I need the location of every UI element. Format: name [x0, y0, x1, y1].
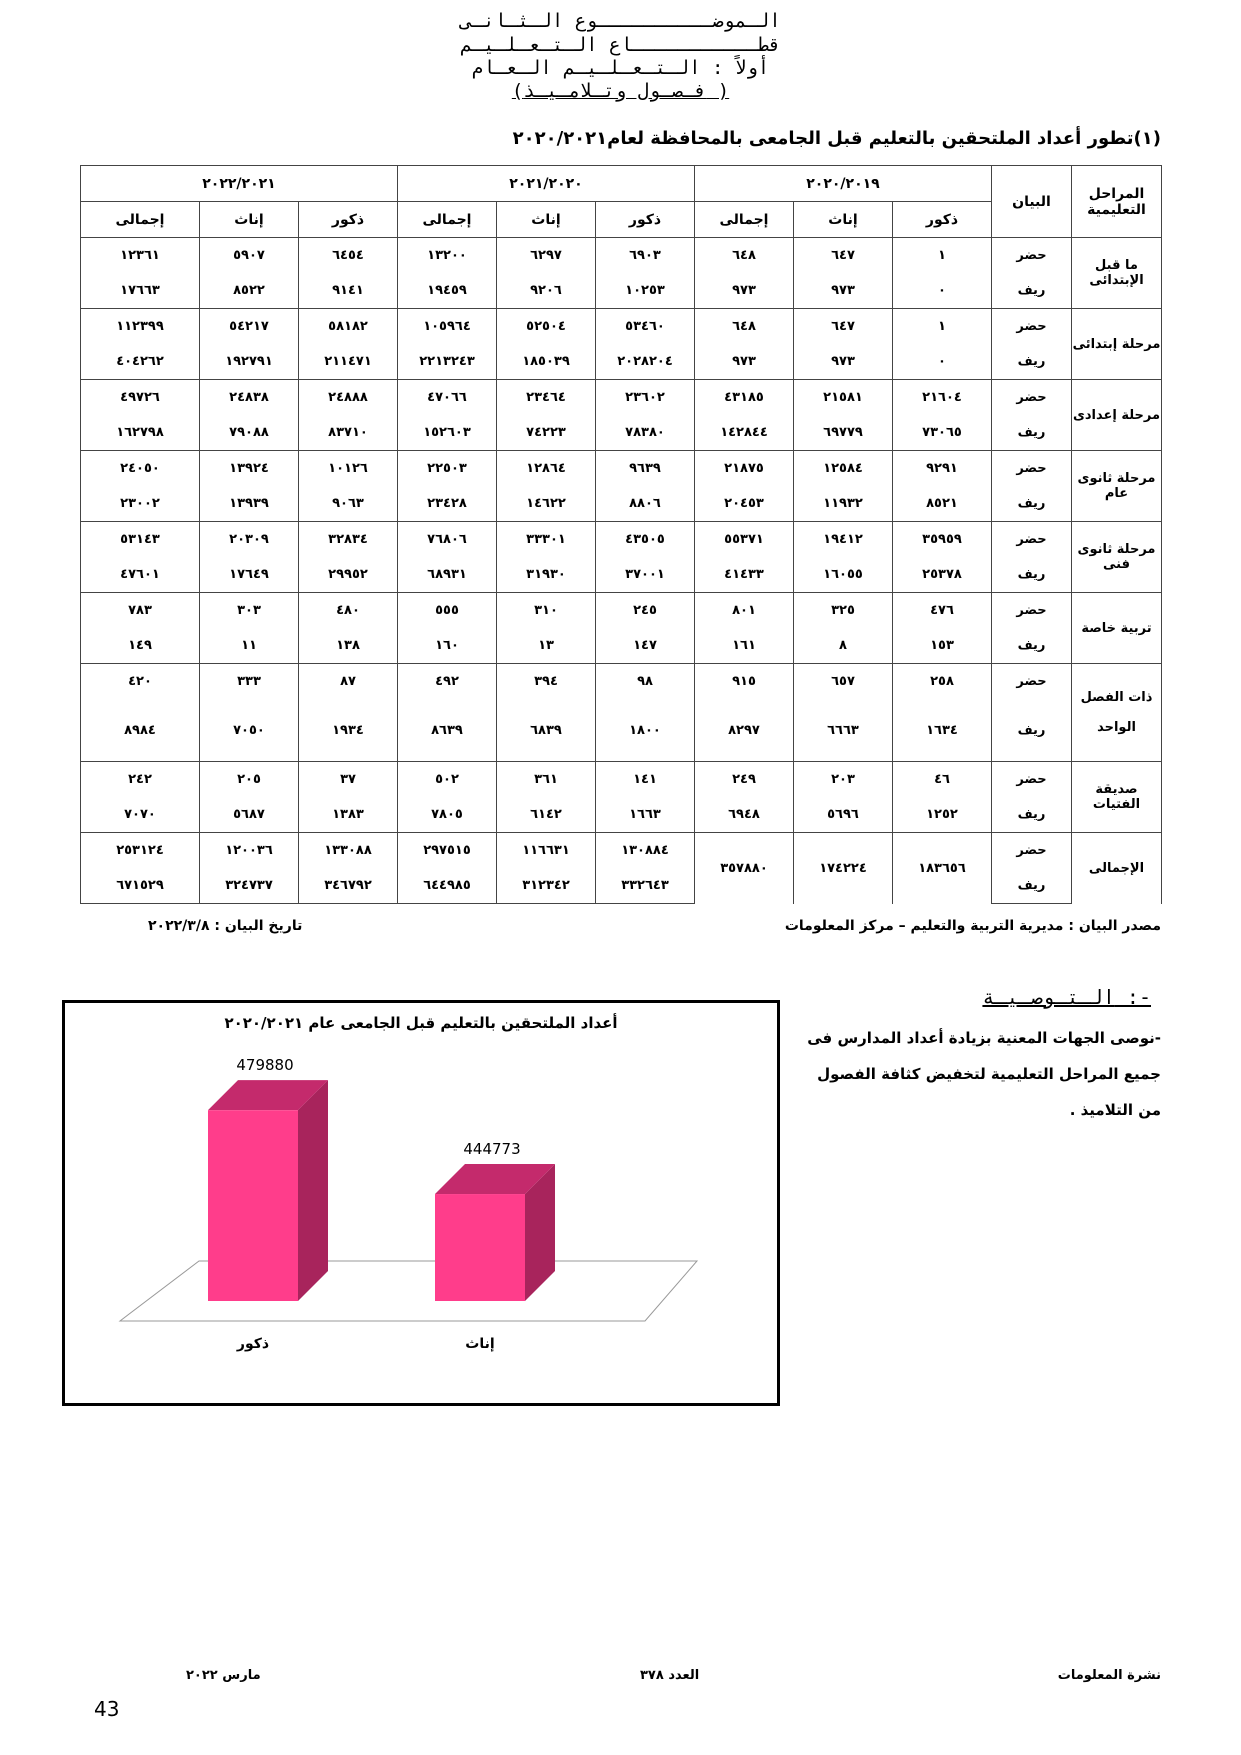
- table-cell: ٨٩٨٤: [81, 699, 200, 762]
- table-row: [81, 380, 1162, 416]
- category-label: ذكور: [236, 1336, 270, 1352]
- table-cell: ١٢٨٦٤: [497, 451, 596, 487]
- table-cell: ١٦٠: [398, 628, 497, 664]
- table-cell: ٦٨٩٣١: [398, 557, 497, 593]
- table-cell: ١٦٠٥٥: [794, 557, 893, 593]
- table-cell: ٤٨٠: [299, 593, 398, 629]
- table-cell: ٢١٦٠٤: [893, 380, 992, 416]
- table-cell: ١٢٥٨٤: [794, 451, 893, 487]
- table-cell: ١٧٦٦٣: [81, 273, 200, 309]
- table-cell: ٣٦١: [497, 762, 596, 798]
- table-cell: ٩٧٣: [794, 273, 893, 309]
- table-cell: ٦٩٤٨: [695, 797, 794, 833]
- table-cell: ٦١٤٢: [497, 797, 596, 833]
- table-cell: ٧٠٧٠: [81, 797, 200, 833]
- table-cell: ١٩٤١٢: [794, 522, 893, 558]
- table-cell: ١٣٨٣: [299, 797, 398, 833]
- table-cell: ٠: [893, 344, 992, 380]
- table-cell: ٤٩٧٢٦: [81, 380, 200, 416]
- stage-label: ما قبل الإبتدائى: [1072, 238, 1162, 309]
- table-row: [81, 451, 1162, 487]
- table-cell: ٧٨٠٥: [398, 797, 497, 833]
- table-cell: ٣٢٥: [794, 593, 893, 629]
- stage-label: ذات الفصل الواحد: [1072, 664, 1162, 762]
- page-number: 43: [94, 1697, 120, 1721]
- table-cell: ٤٩٢: [398, 664, 497, 700]
- total-cell: ١٧٤٢٢٤: [794, 833, 893, 904]
- sub-header: إجمالى: [695, 202, 794, 238]
- table-cell: ٣١٩٣٠: [497, 557, 596, 593]
- table-cell: ١٣٠٨٨٤: [596, 833, 695, 869]
- table-cell: ٢٢١٣٢٤٣: [398, 344, 497, 380]
- table-cell: ١٢٥٢: [893, 797, 992, 833]
- table-cell: ٤٦: [893, 762, 992, 798]
- recommendation-title: الـتـوصـيـة :-: [982, 985, 1151, 1009]
- rural-label: ريف: [992, 628, 1072, 664]
- table-cell: ١٩٣٤: [299, 699, 398, 762]
- table-cell: ٩٧٣: [695, 344, 794, 380]
- table-cell: ٢٠٥: [200, 762, 299, 798]
- table-cell: ٥٦٩٦: [794, 797, 893, 833]
- table-cell: ٢٤٥: [596, 593, 695, 629]
- table-cell: ١٠٢٥٣: [596, 273, 695, 309]
- urban-label: حضر: [992, 238, 1072, 274]
- table-cell: ٣٧: [299, 762, 398, 798]
- table-cell: ٢٠٣: [794, 762, 893, 798]
- table-cell: ٦٤٧: [794, 309, 893, 345]
- rural-label: ريف: [992, 415, 1072, 451]
- sub-header: إناث: [200, 202, 299, 238]
- table-cell: ١١٢٣٩٩: [81, 309, 200, 345]
- table-cell: ٢٣٤٢٨: [398, 486, 497, 522]
- table-cell: ٢١١٤٧١: [299, 344, 398, 380]
- table-row: [81, 273, 1162, 309]
- table-cell: ٤٧٦٠١: [81, 557, 200, 593]
- table-cell: ٦٤٨: [695, 309, 794, 345]
- table-cell: ٩٦٣٩: [596, 451, 695, 487]
- table-cell: ٣٥٩٥٩: [893, 522, 992, 558]
- table-cell: ١٠١٢٦: [299, 451, 398, 487]
- table-cell: ٥٨١٨٢: [299, 309, 398, 345]
- table-cell: ١٢٣٦١: [81, 238, 200, 274]
- table-cell: ٩٨: [596, 664, 695, 700]
- table-cell: ١٦٦٣: [596, 797, 695, 833]
- table-cell: ٨٥٢١: [893, 486, 992, 522]
- subsection-title: أولاً : الـتـعـلـيـم الـعـام: [471, 57, 770, 79]
- table-row: [81, 309, 1162, 345]
- table-cell: ٤٢٠: [81, 664, 200, 700]
- sub-header: إجمالى: [81, 202, 200, 238]
- table-cell: ٦٦٦٣: [794, 699, 893, 762]
- col-stage-header: المراحل التعليمية: [1072, 166, 1162, 238]
- table-cell: ٩٢٠٦: [497, 273, 596, 309]
- urban-label: حضر: [992, 309, 1072, 345]
- footer-issue: العدد ٣٧٨: [640, 1668, 700, 1683]
- table-cell: ٦٩٧٧٩: [794, 415, 893, 451]
- table-cell: ١٢٠٠٣٦: [200, 833, 299, 869]
- table-cell: ١٤٩: [81, 628, 200, 664]
- table-cell: ١٤٧: [596, 628, 695, 664]
- table-cell: ١٤٦٢٢: [497, 486, 596, 522]
- table-cell: ٦٤٥٤: [299, 238, 398, 274]
- table-cell: ٣١٠: [497, 593, 596, 629]
- table-cell: ٤٣٥٠٥: [596, 522, 695, 558]
- table-cell: ١٣٢٠٠: [398, 238, 497, 274]
- urban-label: حضر: [992, 380, 1072, 416]
- table-cell: ٦٤٤٩٨٥: [398, 868, 497, 904]
- table-cell: ١١: [200, 628, 299, 664]
- table-cell: ١١٩٣٢: [794, 486, 893, 522]
- table-cell: ٢١٥٨١: [794, 380, 893, 416]
- urban-label: حضر: [992, 664, 1072, 700]
- table-cell: ١٦١: [695, 628, 794, 664]
- table-cell: ١١٦٦٣١: [497, 833, 596, 869]
- table-cell: ٥٠٢: [398, 762, 497, 798]
- rural-label: ريف: [992, 868, 1072, 904]
- table-cell: ٣٣٣: [200, 664, 299, 700]
- table-cell: ٨٢٩٧: [695, 699, 794, 762]
- table-row: [81, 486, 1162, 522]
- bar-chart: [65, 1003, 777, 1403]
- sub-header: ذكور: [893, 202, 992, 238]
- table-cell: ٢٤٠٥٠: [81, 451, 200, 487]
- table-cell: ٣٩٤: [497, 664, 596, 700]
- table-cell: ٦٥٧: [794, 664, 893, 700]
- sector-title: قطـــــــــــاع الـتـعـلـيـم: [460, 34, 781, 56]
- table-cell: ٣٤٦٧٩٢: [299, 868, 398, 904]
- table-cell: ١٨٥٠٣٩: [497, 344, 596, 380]
- table-cell: ٢٠٢٨٢٠٤: [596, 344, 695, 380]
- table-cell: ٤٧٠٦٦: [398, 380, 497, 416]
- data-label: 444773: [463, 1140, 521, 1159]
- rural-label: ريف: [992, 797, 1072, 833]
- table-cell: ٨٦٣٩: [398, 699, 497, 762]
- table-cell: ٣٧٠٠١: [596, 557, 695, 593]
- table-cell: ٨٧: [299, 664, 398, 700]
- table-cell: ١٧٦٤٩: [200, 557, 299, 593]
- table-cell: ٧٨٣: [81, 593, 200, 629]
- table-cell: ١٣٩٢٤: [200, 451, 299, 487]
- table-cell: ٢٩٧٥١٥: [398, 833, 497, 869]
- table-cell: ٥٩٠٧: [200, 238, 299, 274]
- table-cell: ٢٩٩٥٢: [299, 557, 398, 593]
- table-cell: ٦٨٣٩: [497, 699, 596, 762]
- bar-side: [298, 1080, 328, 1301]
- table-cell: ٠: [893, 273, 992, 309]
- stage-label: مرحلة ثانوى عام: [1072, 451, 1162, 522]
- table-row: [81, 699, 1162, 762]
- table-cell: ١: [893, 309, 992, 345]
- table-cell: ٧٠٥٠: [200, 699, 299, 762]
- table-cell: ٣١٢٣٤٢: [497, 868, 596, 904]
- table-cell: ١٩٢٧٩١: [200, 344, 299, 380]
- table-cell: ٣٢٤٧٣٧: [200, 868, 299, 904]
- table-cell: ٧٦٨٠٦: [398, 522, 497, 558]
- table-cell: ٧٩٠٨٨: [200, 415, 299, 451]
- table-cell: ٦٢٩٧: [497, 238, 596, 274]
- table-cell: ٣٠٣: [200, 593, 299, 629]
- urban-label: حضر: [992, 762, 1072, 798]
- table-cell: ٤٧٦: [893, 593, 992, 629]
- table-cell: ١٣٩٣٩: [200, 486, 299, 522]
- table-cell: ٧٤٢٢٣: [497, 415, 596, 451]
- rural-label: ريف: [992, 699, 1072, 762]
- bar: [435, 1194, 525, 1301]
- table-title: (١)تطور أعداد الملتحقين بالتعليم قبل الجامعى بالمحافظة لعام٢٠٢٠/٢٠٢١: [512, 128, 1161, 149]
- sub-header: ذكور: [596, 202, 695, 238]
- table-cell: ٨٠١: [695, 593, 794, 629]
- category-label: إناث: [465, 1336, 495, 1352]
- recommendation-text: -نوصى الجهات المعنية بزيادة أعداد المدارس فى جميع المراحل التعليمية لتخفيض كثافة الفصول من التلاميذ .: [807, 1029, 1161, 1119]
- section-title: الـموضــــــــــوع الـثـانـى: [460, 10, 781, 32]
- table-cell: ٨: [794, 628, 893, 664]
- stage-label: مرحلة إبتدائى: [1072, 309, 1162, 380]
- total-cell: ١٨٣٦٥٦: [893, 833, 992, 904]
- sub-header: إجمالى: [398, 202, 497, 238]
- table-cell: ٣٣٣٠١: [497, 522, 596, 558]
- table-cell: ٨٥٢٢: [200, 273, 299, 309]
- stage-label: مرحلة ثانوى فنى: [1072, 522, 1162, 593]
- source-note: مصدر البيان : مديرية التربية والتعليم – مركز المعلومات: [784, 918, 1161, 934]
- table-cell: ٢٥٣١٢٤: [81, 833, 200, 869]
- total-row: [81, 868, 1162, 904]
- table-row: [81, 557, 1162, 593]
- table-cell: ٩١٥: [695, 664, 794, 700]
- table-cell: ٦٩٠٣: [596, 238, 695, 274]
- table-cell: ٢٤٨٨٨: [299, 380, 398, 416]
- rural-label: ريف: [992, 486, 1072, 522]
- table-cell: ٢٥٣٧٨: [893, 557, 992, 593]
- table-row: [81, 238, 1162, 274]
- table-cell: ٨٨٠٦: [596, 486, 695, 522]
- table-cell: ٥٣١٤٣: [81, 522, 200, 558]
- table-row: [81, 664, 1162, 700]
- table-cell: ١٣٣٠٨٨: [299, 833, 398, 869]
- table-cell: ١٠٥٩٦٤: [398, 309, 497, 345]
- rural-label: ريف: [992, 273, 1072, 309]
- table-cell: ٢٥٨: [893, 664, 992, 700]
- rural-label: ريف: [992, 557, 1072, 593]
- table-cell: ٣٢٨٣٤: [299, 522, 398, 558]
- table-cell: ٧٨٣٨٠: [596, 415, 695, 451]
- table-cell: ٩٧٣: [695, 273, 794, 309]
- rural-label: ريف: [992, 344, 1072, 380]
- urban-label: حضر: [992, 522, 1072, 558]
- table-cell: ٦٤٧: [794, 238, 893, 274]
- table-cell: ١٥٢٦٠٣: [398, 415, 497, 451]
- table-cell: ٥٣٤٦٠: [596, 309, 695, 345]
- table-cell: ١٦٢٧٩٨: [81, 415, 200, 451]
- urban-label: حضر: [992, 451, 1072, 487]
- total-row: [81, 833, 1162, 869]
- table-row: [81, 344, 1162, 380]
- table-cell: ٦٧١٥٢٩: [81, 868, 200, 904]
- stage-label: تربية خاصة: [1072, 593, 1162, 664]
- table-cell: ١٥٣: [893, 628, 992, 664]
- stage-label: صديقة الفتيات: [1072, 762, 1162, 833]
- footer-publication: نشرة المعلومات: [1057, 1668, 1161, 1683]
- table-cell: ١٣٨: [299, 628, 398, 664]
- table-cell: ١٤٢٨٤٤: [695, 415, 794, 451]
- table-cell: ٣٣٢٦٤٣: [596, 868, 695, 904]
- footer-date: مارس ٢٠٢٢: [186, 1668, 261, 1683]
- subsection-subtitle: (فـصـول وتـلامـيـذ ): [511, 80, 730, 102]
- sub-header: ذكور: [299, 202, 398, 238]
- table-cell: ١: [893, 238, 992, 274]
- stage-label: مرحلة إعدادى: [1072, 380, 1162, 451]
- year-header: ٢٠٢٢/٢٠٢١: [81, 166, 398, 202]
- table-cell: ٩١٤١: [299, 273, 398, 309]
- table-cell: ١٦٣٤: [893, 699, 992, 762]
- urban-label: حضر: [992, 593, 1072, 629]
- table-row: [81, 593, 1162, 629]
- chart-frame: [62, 1000, 780, 1406]
- table-cell: ٤١٤٣٣: [695, 557, 794, 593]
- table-cell: ٢٣٦٠٢: [596, 380, 695, 416]
- table-cell: ١٣: [497, 628, 596, 664]
- table-cell: ٢٠٣٠٩: [200, 522, 299, 558]
- table-cell: ٢٤٢: [81, 762, 200, 798]
- chart-title: أعداد الملتحقين بالتعليم قبل الجامعى عام ٢٠٢٠/٢٠٢١: [224, 1014, 618, 1032]
- table-cell: ٥٥٣٧١: [695, 522, 794, 558]
- bar: [208, 1110, 298, 1301]
- table-row: [81, 797, 1162, 833]
- date-note: تاريخ البيان : ٢٠٢٢/٣/٨: [148, 918, 303, 934]
- table-cell: ١٩٤٥٩: [398, 273, 497, 309]
- table-cell: ٥٥٥: [398, 593, 497, 629]
- enrollment-table: [80, 165, 1162, 904]
- table-cell: ٨٣٧١٠: [299, 415, 398, 451]
- table-cell: ٢٤٨٣٨: [200, 380, 299, 416]
- table-cell: ٢١٨٧٥: [695, 451, 794, 487]
- table-cell: ٥٤٢١٧: [200, 309, 299, 345]
- table-row: [81, 415, 1162, 451]
- table-cell: ٦٤٨: [695, 238, 794, 274]
- table-cell: ١٨٠٠: [596, 699, 695, 762]
- table-cell: ٢٣٤٦٤: [497, 380, 596, 416]
- stage-label: الإجمالى: [1072, 833, 1162, 904]
- table-cell: ٢٠٤٥٣: [695, 486, 794, 522]
- table-cell: ٩٠٦٣: [299, 486, 398, 522]
- table-cell: ٤٣١٨٥: [695, 380, 794, 416]
- table-cell: ٥٦٨٧: [200, 797, 299, 833]
- table-row: [81, 762, 1162, 798]
- urban-label: حضر: [992, 833, 1072, 869]
- col-data-header: البيان: [992, 166, 1072, 238]
- table-row: [81, 522, 1162, 558]
- sub-header: إناث: [497, 202, 596, 238]
- table-cell: ٩٢٩١: [893, 451, 992, 487]
- year-header: ٢٠٢٠/٢٠١٩: [695, 166, 992, 202]
- table-cell: ٧٣٠٦٥: [893, 415, 992, 451]
- year-header: ٢٠٢١/٢٠٢٠: [398, 166, 695, 202]
- data-label: 479880: [236, 1056, 294, 1075]
- table-cell: ٢٤٩: [695, 762, 794, 798]
- table-cell: ٥٢٥٠٤: [497, 309, 596, 345]
- table-cell: ١٤١: [596, 762, 695, 798]
- chart-floor: [120, 1261, 697, 1321]
- table-cell: ٩٧٣: [794, 344, 893, 380]
- sub-header: إناث: [794, 202, 893, 238]
- table-row: [81, 628, 1162, 664]
- table-cell: ٤٠٤٢٦٢: [81, 344, 200, 380]
- table-cell: ٢٣٠٠٢: [81, 486, 200, 522]
- total-cell: ٣٥٧٨٨٠: [695, 833, 794, 904]
- table-cell: ٢٢٥٠٣: [398, 451, 497, 487]
